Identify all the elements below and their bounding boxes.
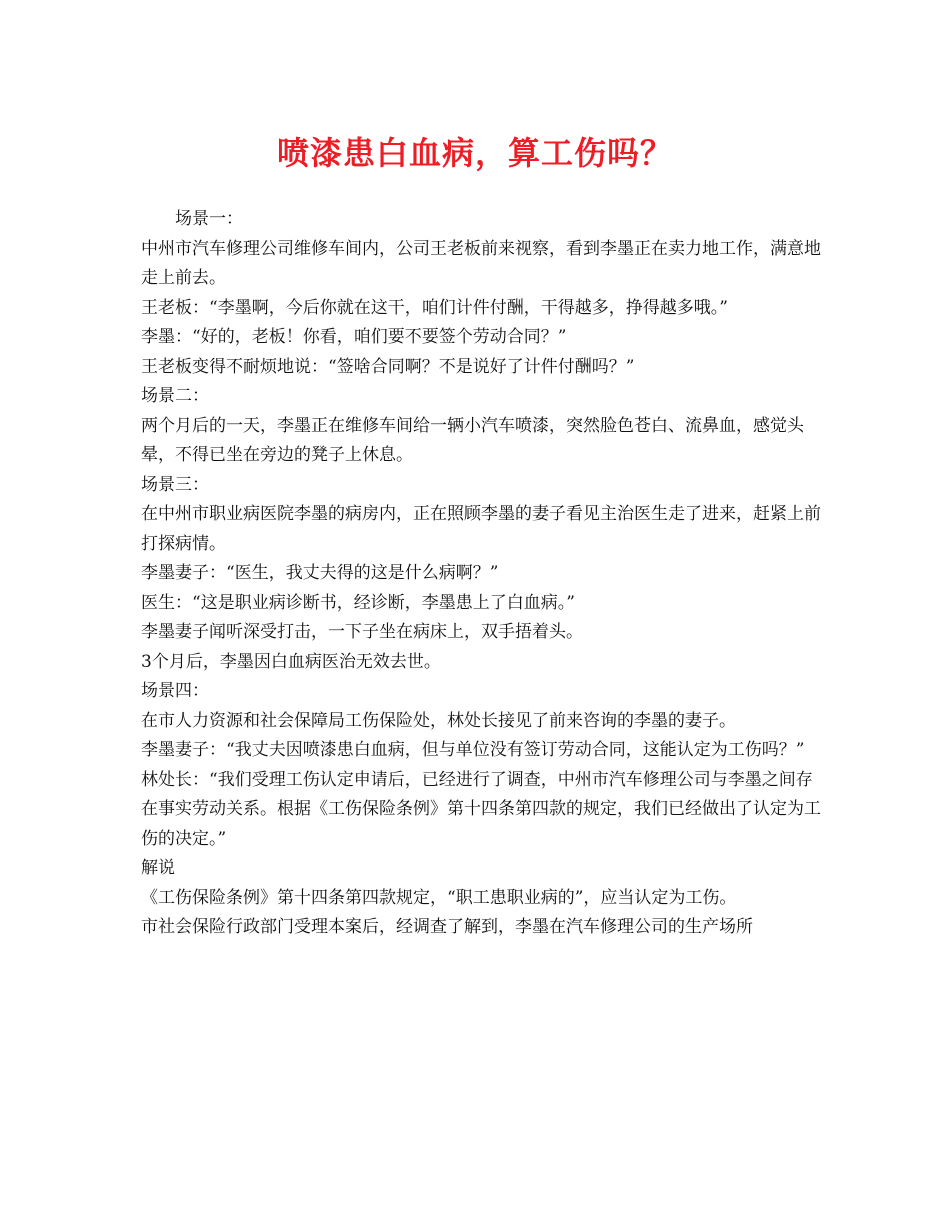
- paragraph: 两个月后的一天，李墨正在维修车间给一辆小汽车喷漆，突然脸色苍白、流鼻血，感觉头晕，不得已坐在旁边的凳子上休息。: [141, 415, 804, 465]
- paragraph: 在中州市职业病医院李墨的病房内，正在照顾李墨的妻子看见主治医生走了进来，赶紧上前打探病情。: [141, 504, 821, 554]
- paragraph: 市社会保险行政部门受理本案后，经调查了解到，李墨在汽车修理公司的生产场所: [141, 917, 753, 937]
- paragraph: 场景二：: [141, 386, 209, 406]
- document-body: [141, 205, 821, 943]
- document-title: 喷漆患白血病，算工伤吗？: [276, 134, 673, 172]
- paragraph: 场景四：: [141, 681, 209, 701]
- paragraph: 场景三：: [141, 474, 209, 495]
- paragraph: 王老板变得不耐烦地说：“签啥合同啊？不是说好了计件付酬吗？”: [141, 356, 635, 377]
- paragraph: 解说: [141, 858, 175, 878]
- paragraph: 医生：“这是职业病诊断书，经诊断，李墨患上了白血病。”: [141, 592, 575, 613]
- paragraph: 李墨妻子闻听深受打击，一下子坐在病床上，双手捂着头。: [141, 622, 583, 642]
- paragraph: 林处长：“我们受理工伤认定申请后，已经进行了调查，中州市汽车修理公司与李墨之间存在事实劳动关系。根据《工伤保险条例》第十四条第四款的规定，我们已经做出了认定为工伤的决定。”: [141, 769, 821, 849]
- paragraph: 《工伤保险条例》第十四条第四款规定，“职工患职业病的”，应当认定为工伤。: [141, 887, 737, 908]
- paragraph: 3个月后，李墨因白血病医治无效去世。: [141, 651, 441, 672]
- paragraph: 李墨妻子：“我丈夫因喷漆患白血病，但与单位没有签订劳动合同，这能认定为工伤吗？”: [141, 740, 805, 760]
- paragraph: 场景一：: [175, 209, 243, 229]
- paragraph: 李墨：“好的，老板！你看，咱们要不要签个劳动合同？”: [141, 327, 567, 347]
- paragraph: 中州市汽车修理公司维修车间内，公司王老板前来视察，看到李墨正在卖力地工作，满意地走上前去。: [141, 238, 821, 288]
- paragraph: 王老板：“李墨啊，今后你就在这干，咱们计件付酬，干得越多，挣得越多哦。”: [141, 297, 728, 318]
- paragraph: 李墨妻子：“医生，我丈夫得的这是什么病啊？”: [141, 563, 499, 583]
- paragraph: 在市人力资源和社会保障局工伤保险处，林处长接见了前来咨询的李墨的妻子。: [141, 710, 736, 731]
